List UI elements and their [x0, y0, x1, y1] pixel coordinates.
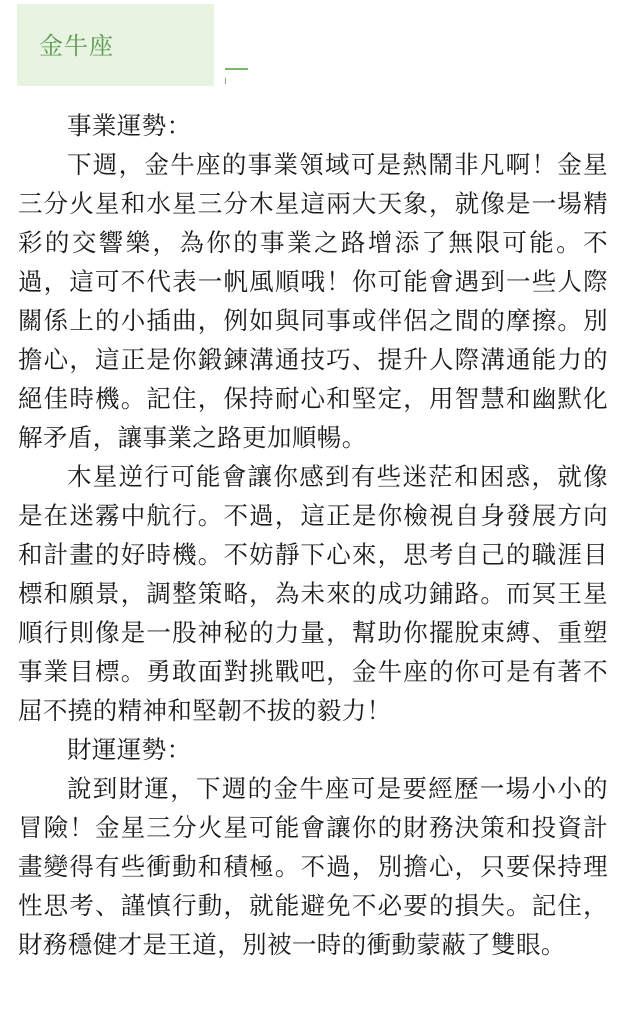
wealth-paragraph-1: 說到財運，下週的金牛座可是要經歷一場小小的冒險！金星三分火星可能會讓你的財務決策和投資計畫變得有些衝動和積極。不過，別擔心，只要保持理性思考、謹慎行動，就能避免不必要的損失。記住，財務穩健才是王道，別被一時的衝動蒙蔽了雙眼。	[18, 774, 608, 959]
article-body	[18, 106, 608, 964]
wealth-heading: 財運運勢：	[67, 735, 192, 764]
career-paragraph-1: 下週，金牛座的事業領域可是熱鬧非凡啊！金星三分火星和水星三分木星這兩大天象，就像是一場精彩的交響樂，為你的事業之路增添了無限可能。不過，這可不代表一帆風順哦！你可能會遇到一些人際關係上的小插曲，例如與同事或伴侶之間的摩擦。別擔心，這正是你鍛鍊溝通技巧、提升人際溝通能力的絕佳時機。記住，保持耐心和堅定，用智慧和幽默化解矛盾，讓事業之路更加順暢。	[18, 150, 608, 452]
header-tab[interactable]	[17, 4, 214, 86]
career-paragraph-2: 木星逆行可能會讓你感到有些迷茫和困惑，就像是在迷霧中航行。不過，這正是你檢視自身發展方向和計畫的好時機。不妨靜下心來，思考自己的職涯目標和願景，調整策略，為未來的成功鋪路。而冥王星順行則像是一股神秘的力量，幫助你擺脫束縛、重塑事業目標。勇敢面對挑戰吧，金牛座的你可是有著不屈不撓的精神和堅韌不拔的毅力！	[18, 462, 608, 725]
career-heading: 事業運勢：	[67, 111, 192, 140]
header-underline	[225, 68, 248, 70]
header-title: 金牛座	[39, 32, 114, 60]
header-tick-mark	[225, 78, 226, 84]
